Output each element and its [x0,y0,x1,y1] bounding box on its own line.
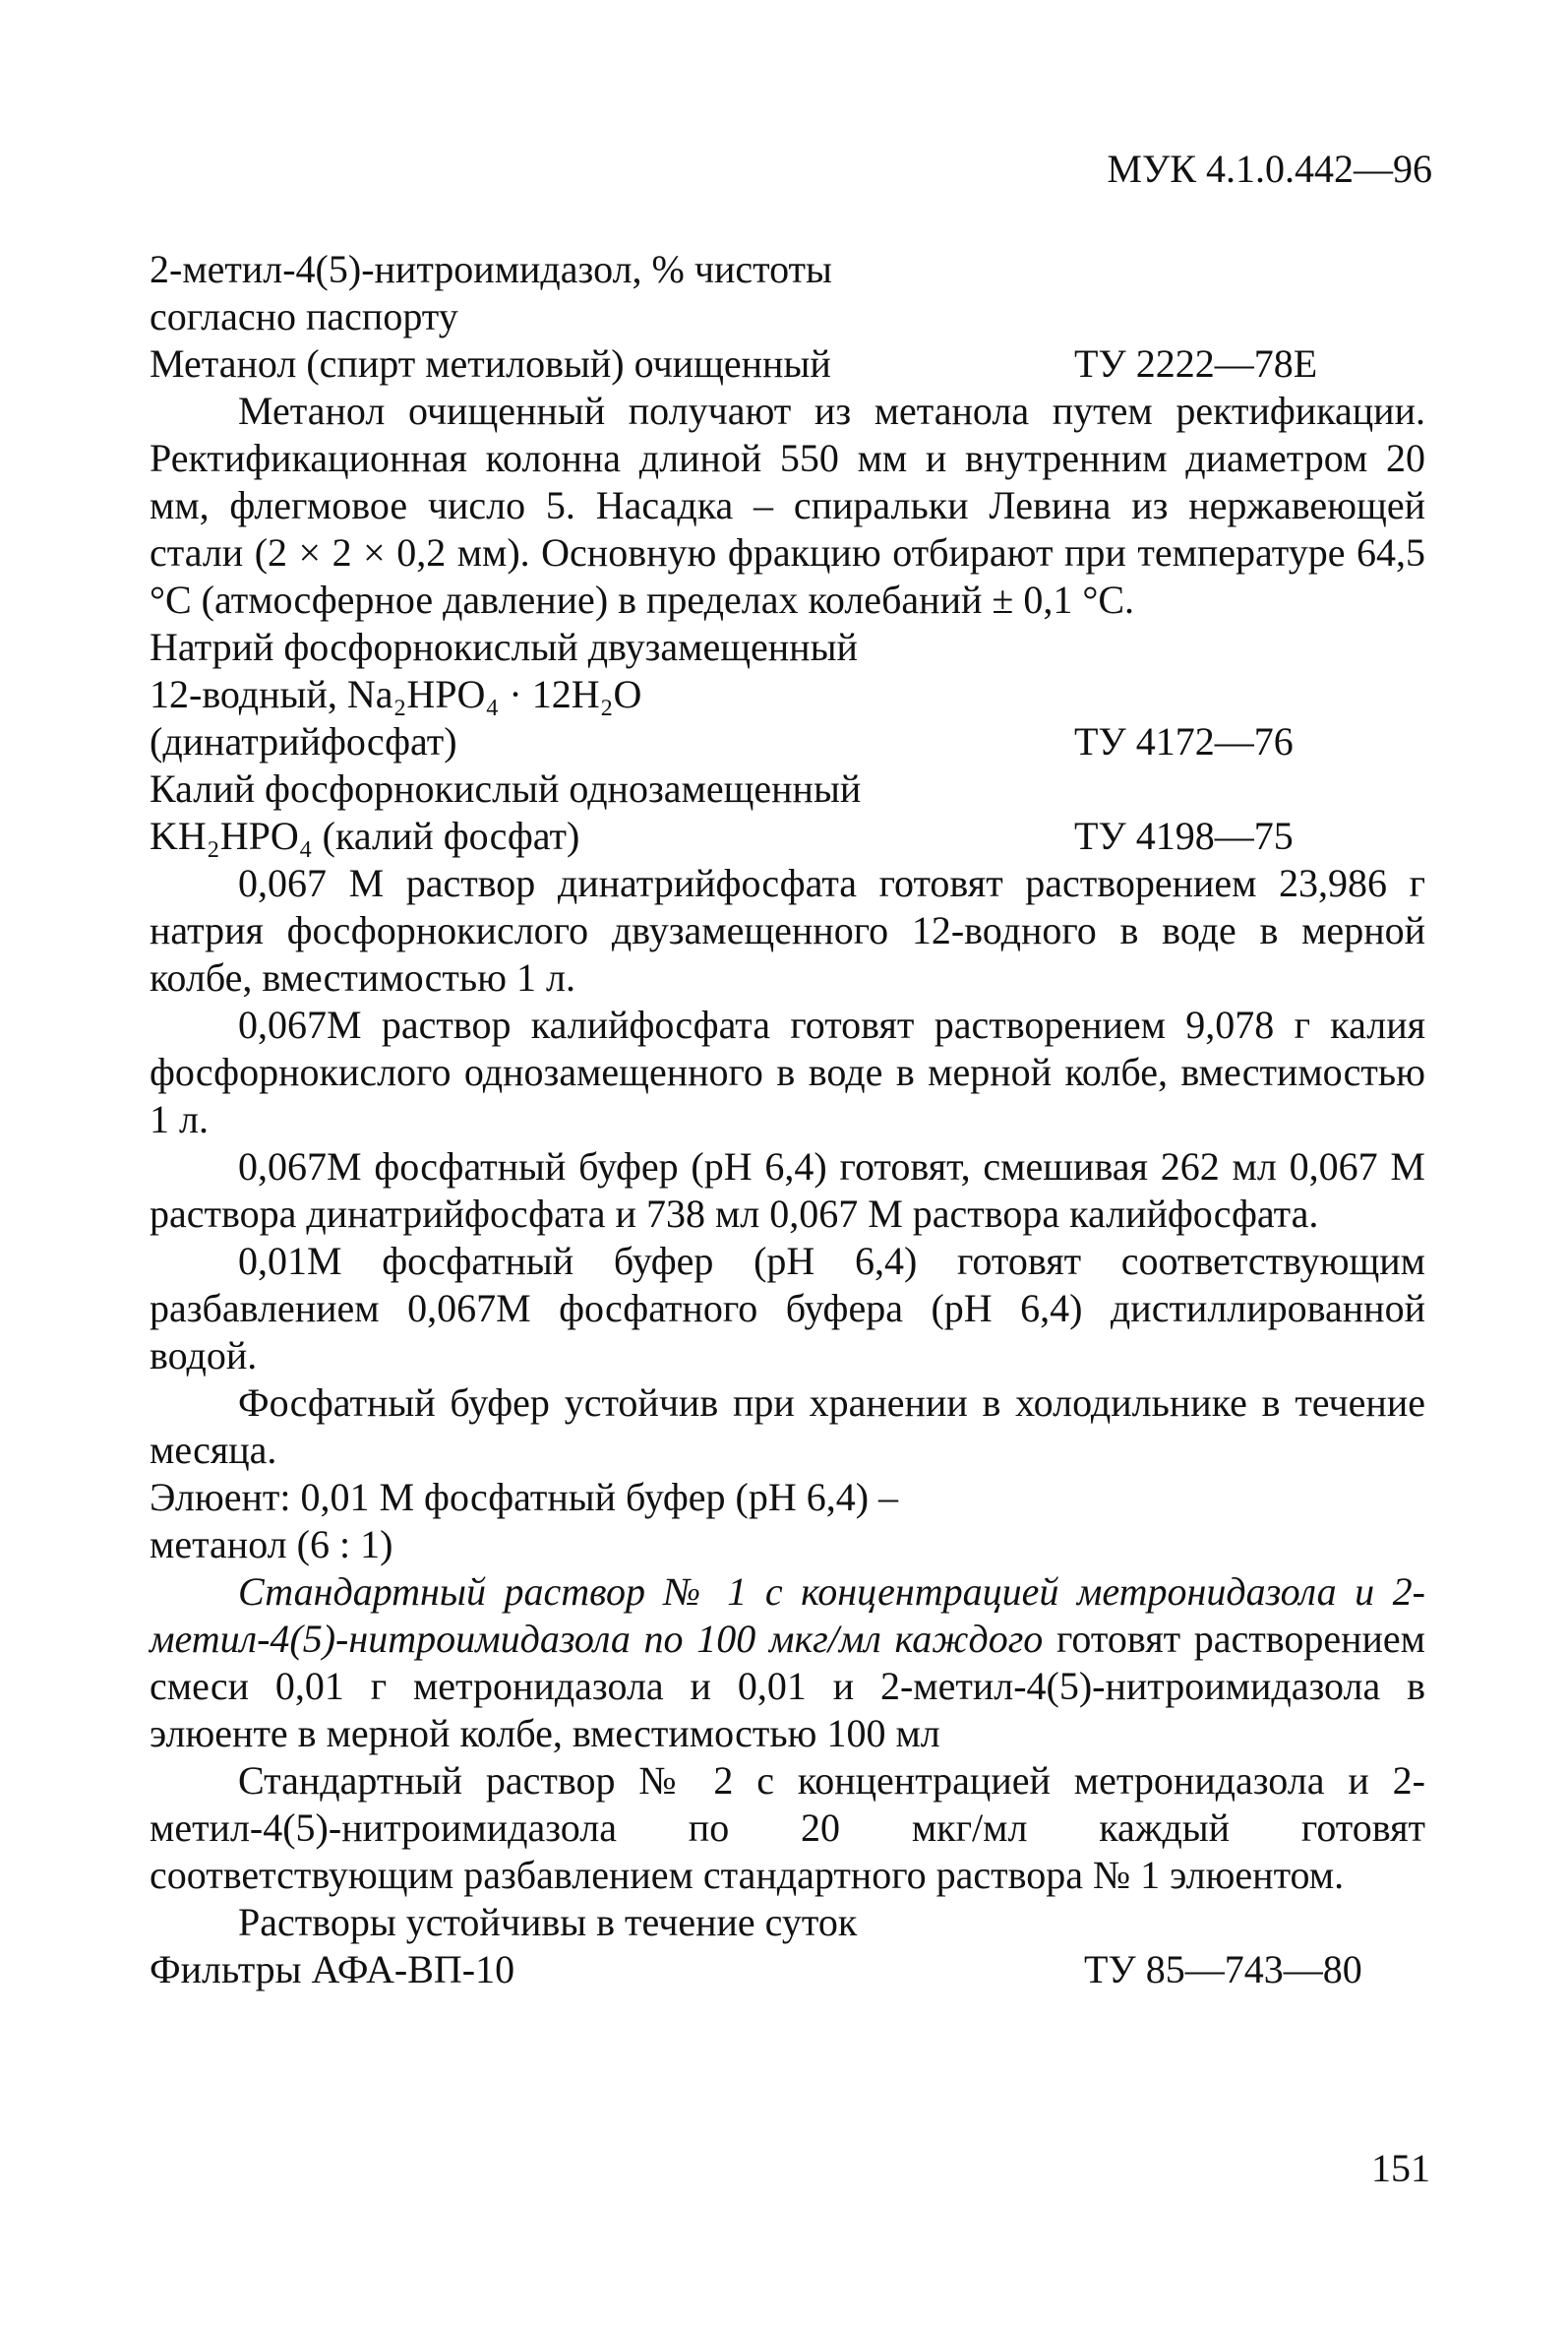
sodium-phosphate-line-2: 12-водный, Na₂HPO₄ · 12H₂O [150,672,642,716]
potassium-phosphate-spec: ТУ 4198—75 [1074,814,1294,858]
page-number: 151 [1371,2146,1430,2190]
methanol-name: Метанол (спирт метиловый) очищенный [150,341,831,386]
buffer-storage-paragraph: Фосфатный буфер устойчив при хранении в холодильнике в течение месяца. [150,1380,1425,1472]
potassium-phosphate-name: KH₂HPO₄ (калий фосфат) [150,814,580,858]
potassium-phosphate-line-1: Калий фосфорнокислый однозамещенный [150,766,862,811]
eluent-line-1: Элюент: 0,01 М фосфатный буфер (рН 6,4) – [150,1475,899,1519]
eluent-line-2: метанол (6 : 1) [150,1522,393,1566]
methanol-purification-paragraph: Метанол очищенный получают из метанола путем ректификации. Ректификационная колонна длиной 550 мм и внутренним диаметром 20 мм, флегмовое число 5. Насадка – спиральки Левина из нержавеющей стали (2 × 2 × 0,2 мм). Основную фракцию отбирают при температуре 64,5 °С (атмосферное давление) в пределах колебаний ± 0,1 °С. [150,389,1425,622]
potassium-phosphate-row [150,813,1425,860]
standard-solution-2-paragraph: Стандартный раствор № 2 с концентрацией метронидазола и 2-метил-4(5)-нитроимидазола по 20 мкг/мл каждый готовят соответствующим разбавлением стандартного раствора № 1 элюентом. [150,1758,1425,1897]
buffer-0067-paragraph: 0,067М фосфатный буфер (рН 6,4) готовят, смешивая 262 мл 0,067 М раствора динатрийфосфата и 738 мл 0,067 М раствора калийфосфата. [150,1144,1425,1236]
sodium-phosphate-line-1: Натрий фосфорнокислый двузамещенный [150,625,858,669]
buffer-001-paragraph: 0,01М фосфатный буфер (рН 6,4) готовят соответствующим разбавлением 0,067М фосфатного буфера (рН 6,4) дистиллированной водой. [150,1239,1425,1377]
filters-row [150,1946,1425,1993]
filters-spec: ТУ 85—743—80 [1084,1947,1362,1991]
sodium-phosphate-spec: ТУ 4172—76 [1074,719,1294,764]
nitroimidazole-line-2: согласно паспорту [150,294,458,338]
document-code: МУК 4.1.0.442—96 [1107,147,1432,191]
sodium-phosphate-name: (динатрийфосфат) [150,719,457,764]
nitroimidazole-line-1: 2-метил-4(5)-нитроимидазол, % чистоты [150,247,832,291]
standard-solution-1-paragraph [150,1568,1425,1757]
solutions-stability-paragraph: Растворы устойчивы в течение суток [238,1900,858,1944]
filters-name: Фильтры АФА-ВП-10 [150,1947,515,1991]
document-body [150,246,1425,1993]
methanol-row [150,340,1425,388]
standard-solution-1-title: Стандартный раствор № 1 с концентрацией метронидазола и 2-метил-4(5)-нитроимидазола по 100 мкг/мл каждого [150,1569,1425,1661]
sodium-phosphate-row [150,718,1425,765]
standard-solution-1-text: готовят растворением смеси 0,01 г метронидазола и 0,01 и 2-метил-4(5)-нитроимидазола в элюенте в мерной колбе, вместимостью 100 мл [150,1617,1425,1755]
disodium-solution-paragraph: 0,067 М раствор динатрийфосфата готовят растворением 23,986 г натрия фосфорнокислого двузамещенного 12-водного в воде в мерной колбе, вместимостью 1 л. [150,861,1425,1000]
methanol-spec: ТУ 2222—78Е [1074,341,1318,386]
potassium-solution-paragraph: 0,067М раствор калийфосфата готовят растворением 9,078 г калия фосфорнокислого однозамещенного в воде в мерной колбе, вместимостью 1 л. [150,1003,1425,1141]
